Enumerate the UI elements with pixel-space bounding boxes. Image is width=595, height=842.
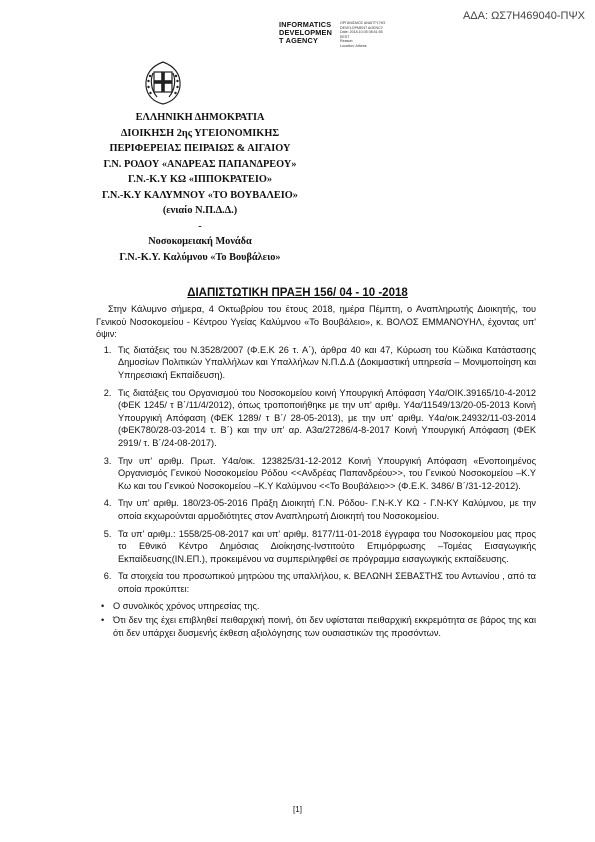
signature-line: Reason: bbox=[340, 39, 354, 43]
greek-emblem-icon bbox=[140, 60, 186, 106]
intro-paragraph: Στην Κάλυμνο σήμερα, 4 Οκτωβρίου του έτους 2018, ημέρα Πέμπτη, ο Αναπληρωτής Διοικητής, του Γενικού Νοσοκομείου - Κέντρου Υγείας Καλύμνου «Το Βουβάλειο», κ. ΒΟΛΟΣ ΕΜΜΑΝΟΥΗΛ, έχοντας υπ' όψιν: bbox=[96, 304, 536, 340]
logo-line: INFORMATICS bbox=[279, 20, 332, 29]
consideration-item: 3. Την υπ' αριθμ. Πρωτ. Υ4α/οικ. 123825/31-12-2012 Κοινή Υπουργική Απόφαση «Ενοποιημένος Οργανισμός Γενικού Νοσοκομείου Ρόδου <<Ανδρέας Παπανδρέου>>, του Γενικού Νοσοκομείου –Κ.Υ Κω και του Γενικού Νοσοκομείου –Κ.Υ Καλύμνου <<Το Βουβάλειο>> (Φ.Ε.Κ. 3486/ Β΄/31-12-2012). bbox=[114, 455, 536, 493]
logo-line: DEVELOPMEN bbox=[279, 28, 333, 38]
header-line: Γ.Ν.-Κ.Υ. Καλύμνου «Το Βουβάλειο» bbox=[119, 251, 281, 263]
consideration-item: 5. Τα υπ' αριθμ.: 1558/25-08-2017 και υπ' αριθμ. 8177/11-01-2018 έγγραφα του Νοσοκομείου μας προς το Εθνικό Κέντρο Δημόσιας Διοίκησης-Ινστιτούτο Επιμόρφωσης –Τομέας Εισαγωγικής Εκπαίδευσης(ΙΝ.ΕΠ.), προκειμένου να συμπεριληφθεί σε πρόγραμμα εισαγωγικής εκπαίδευσης. bbox=[114, 528, 536, 566]
findings-list bbox=[96, 600, 536, 639]
header-line: Γ.Ν. ΡΟΔΟΥ «ΑΝΔΡΕΑΣ ΠΑΠΑΝΔΡΕΟΥ» bbox=[103, 158, 297, 170]
consideration-item: 2. Τις διατάξεις του Οργανισμού του Νοσοκομείου κοινή Υπουργική Απόφαση Υ4α/ΟΙΚ.39165/10-4-2012 (ΦΕΚ 1245/ τ Β΄/11/4/2012), όπως τροποποιήθηκε με την υπ' αριθμ. Υ4α/11549/13/20-05-2013 Κοινή Υπουργική Απόφαση (ΦΕΚ 1289/ τ Β΄/ 28-05-2013), με την υπ' αριθμ. Υ4α/οικ.24932/11-03-2014 (ΦΕΚ780/28-03-2014 τ. Β΄) και την υπ' αρ. Α3α/27286/4-8-2017 Κοινή Υπουργική Απόφαση (ΦΕΚ 2919/ τ. Β΄/24-08-2017). bbox=[114, 387, 536, 450]
consideration-item: 1. Τις διατάξεις του Ν.3528/2007 (Φ.Ε.Κ 26 τ. Α΄), άρθρα 40 και 47, Κύρωση του Κώδικα Κατάστασης Δημοσίων Πολιτικών Υπαλλήλων και Υπαλλήλων Ν.Π.Δ.Δ (Δοκιμαστική υπηρεσία – Μονιμοποίηση και Υπηρεσιακή Εκπαίδευση). bbox=[114, 344, 536, 382]
header-line: Νοσοκομειακή Μονάδα bbox=[148, 236, 252, 247]
document-body bbox=[96, 303, 536, 640]
signature-line: DEVELOPMENT AGENCY bbox=[340, 25, 384, 30]
issuing-authority-header bbox=[60, 110, 340, 265]
consideration-item: 6. Τα στοιχεία του προσωπικού μητρώου της υπαλλήλου, κ. ΒΕΛΩΝΗ ΣΕΒΑΣΤΗΣ του Αντωνίου , από τα οποία προκύπτει: bbox=[114, 570, 536, 595]
document-title: ΔΙΑΠΙΣΤΩΤΙΚΗ ΠΡΑΞΗ 156/ 04 - 10 -2018 bbox=[187, 287, 408, 299]
header-line: ΠΕΡΙΦΕΡΕΙΑΣ ΠΕΙΡΑΙΩΣ & ΑΙΓΑΙΟΥ bbox=[109, 143, 291, 154]
signature-line: ΟΡΓΑΝΙΣΜΟΣ ΑΝΑΠΤΥΞΗΣ bbox=[340, 21, 386, 25]
finding-item: • Ο συνολικός χρόνος υπηρεσίας της. bbox=[113, 600, 536, 613]
header-line: Γ.Ν.-Κ.Υ ΚΑΛΥΜΝΟΥ «ΤΟ ΒΟΥΒΑΛΕΙΟ» bbox=[102, 189, 298, 201]
considerations-list bbox=[96, 344, 536, 596]
page-number: [1] bbox=[293, 805, 302, 814]
signature-line: EEST bbox=[340, 34, 350, 39]
header-line: ΕΛΛΗΝΙΚΗ ΔΗΜΟΚΡΑΤΙΑ bbox=[135, 112, 265, 123]
header-line: - bbox=[198, 220, 202, 232]
header-line: ΔΙΟΙΚΗΣΗ 2ης ΥΓΕΙΟΝΟΜΙΚΗΣ bbox=[120, 127, 280, 139]
signature-line: Location: Athens bbox=[340, 43, 367, 48]
consideration-item: 4. Την υπ' αριθμ. 180/23-05-2016 Πράξη Διοικητή Γ.Ν. Ρόδου- Γ.Ν-Κ.Υ ΚΩ - Γ.Ν-ΚΥ Καλύμνου, με την οποία εκχωρούνται αρμοδιότητες στον Αναπληρωτή Διοικητή του Νοσοκομείου. bbox=[114, 497, 536, 522]
header-line: (ενιαίο Ν.Π.Δ.Δ.) bbox=[162, 205, 238, 216]
header-line: Γ.Ν.-Κ.Υ ΚΩ «ΙΠΠΟΚΡΑΤΕΙΟ» bbox=[127, 174, 273, 185]
ada-code: ΑΔΑ: ΩΣ7Η469040-ΠΨΧ bbox=[462, 10, 585, 22]
signature-line: Date: 2018.10.05 08:51:55 bbox=[340, 30, 383, 34]
finding-item: • Ότι δεν της έχει επιβληθεί πειθαρχική ποινή, ότι δεν υφίσταται πειθαρχική εκκρεμότητα σε βάρος της και ότι δεν υπάρχει δυσμενής έκθεση αξιολόγησης των ουσιαστικών της προσόντων. bbox=[113, 614, 536, 639]
informatics-agency-logo bbox=[279, 21, 332, 46]
digital-signature-text bbox=[340, 21, 386, 48]
logo-line: T AGENCY bbox=[279, 36, 319, 46]
